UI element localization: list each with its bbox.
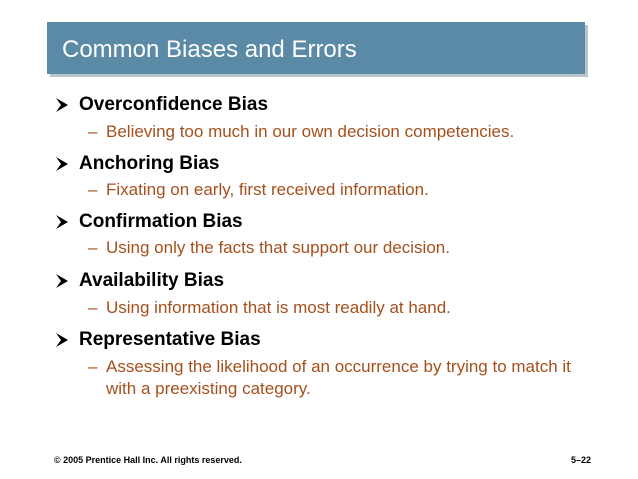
dash: – bbox=[88, 357, 98, 376]
arrowhead-bullet-icon bbox=[55, 97, 69, 113]
bullet-detail-text: Using only the facts that support our decision. bbox=[106, 238, 450, 257]
bullet-heading: Anchoring Bias bbox=[79, 153, 220, 174]
title-bar bbox=[47, 22, 585, 74]
slide-title: Common Biases and Errors bbox=[62, 36, 357, 63]
arrowhead-bullet-icon bbox=[55, 273, 69, 289]
bullet-heading: Confirmation Bias bbox=[79, 211, 243, 232]
bullet-detail-text: Assessing the likelihood of an occurrence by trying to match it with a preexisting category. bbox=[106, 357, 571, 398]
dash: – bbox=[88, 238, 98, 257]
dash: – bbox=[88, 298, 98, 317]
page-number: 5–22 bbox=[570, 455, 591, 465]
copyright-notice: © 2005 Prentice Hall Inc. All rights reserved. bbox=[54, 455, 242, 465]
dash: – bbox=[88, 180, 98, 199]
bullet-detail-text: Fixating on early, first received information. bbox=[106, 180, 429, 199]
dash: – bbox=[88, 122, 98, 141]
bullet-heading: Overconfidence Bias bbox=[79, 94, 269, 115]
arrowhead-bullet-icon bbox=[55, 156, 69, 172]
arrowhead-bullet-icon bbox=[55, 214, 69, 230]
bullet-heading: Representative Bias bbox=[79, 329, 261, 350]
bullet-detail-text: Believing too much in our own decision competencies. bbox=[106, 122, 515, 141]
arrowhead-bullet-icon bbox=[55, 332, 69, 348]
bullet-heading: Availability Bias bbox=[79, 270, 225, 291]
bullet-detail-text: Using information that is most readily at hand. bbox=[106, 298, 451, 317]
